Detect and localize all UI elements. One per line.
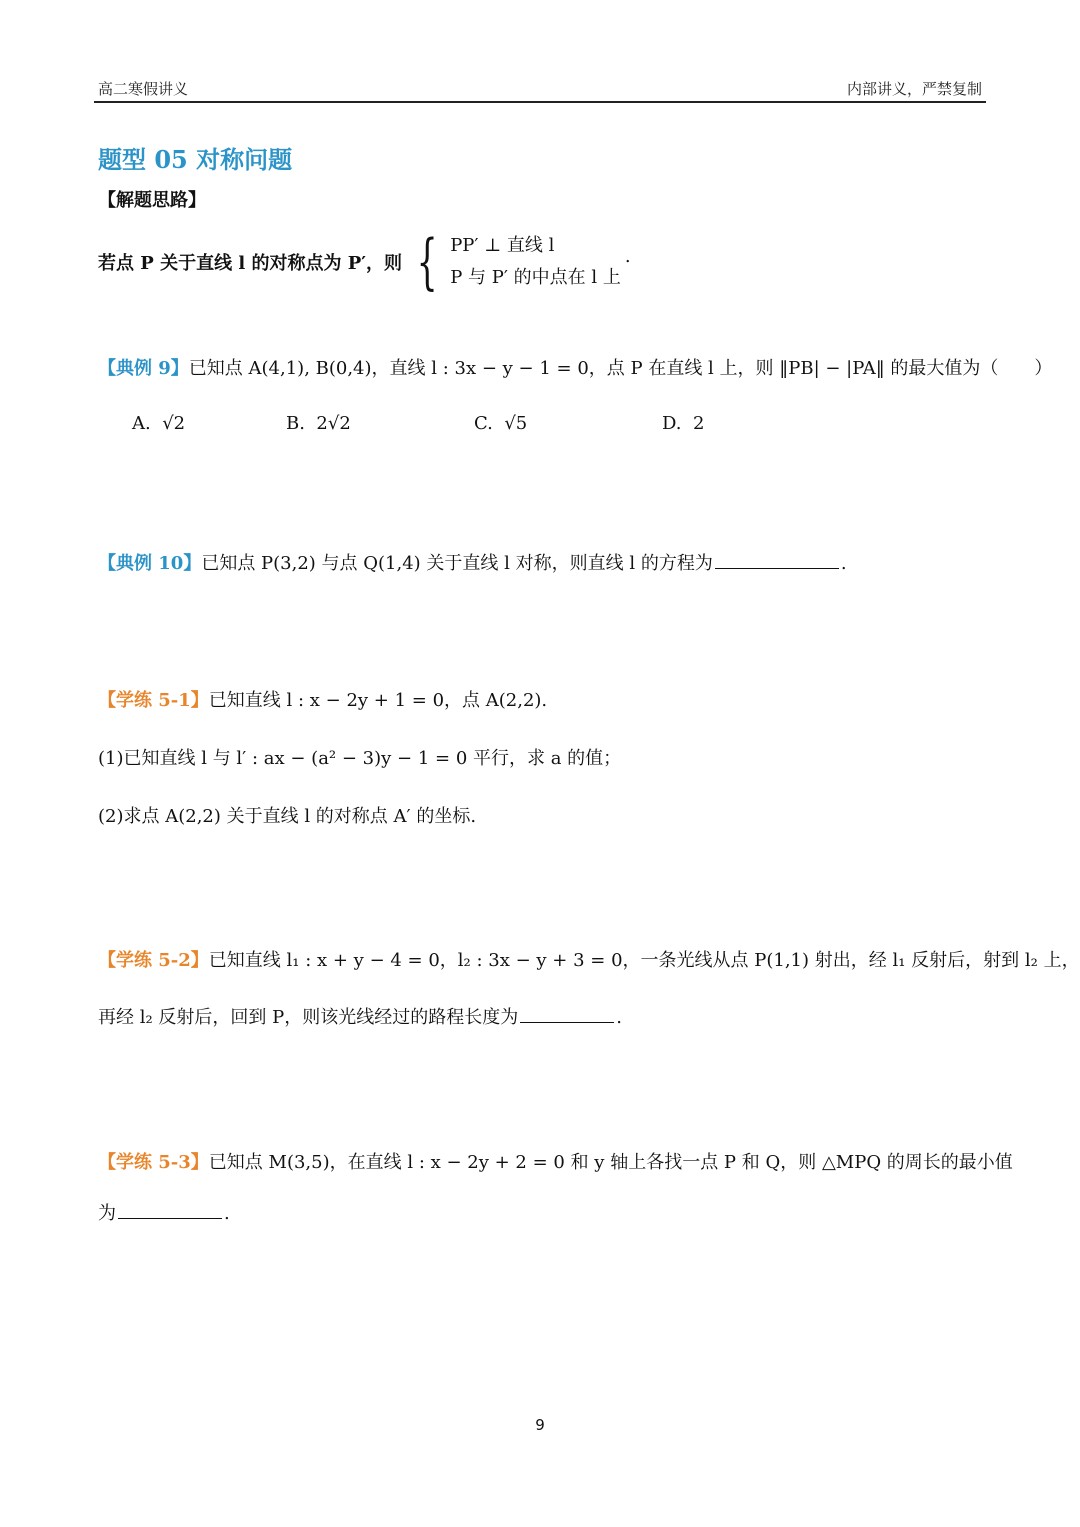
practice-5-1-q2: (2)求点 A(2,2) 关于直线 l 的对称点 A′ 的坐标.	[98, 806, 477, 827]
option-d-value: 2	[692, 413, 705, 434]
option-a-value: √2	[162, 413, 186, 434]
practice-5-1	[98, 686, 547, 712]
header-divider	[94, 101, 986, 103]
practice-5-1-text: 已知直线 l : x − 2y + 1 = 0，点 A(2,2).	[208, 690, 548, 711]
page-number: 9	[535, 1416, 545, 1434]
approach-label: 【解题思路】	[98, 190, 206, 211]
rule-statement	[98, 227, 631, 297]
practice-5-3-cont	[98, 1199, 230, 1225]
option-a-key: A.	[132, 413, 151, 434]
option-c-key: C.	[474, 413, 493, 434]
example-9-label: 【典例 9】	[98, 358, 189, 379]
example-10-label: 【典例 10】	[98, 553, 202, 574]
practice-5-2-line1: 已知直线 l₁ : x + y − 4 = 0，l₂ : 3x − y + 3 = 0，一条光线从点 P(1,1) 射出，经 l₁ 反射后，射到 l₂ 上，	[208, 950, 1080, 971]
rule-end: .	[624, 245, 631, 267]
option-b-value: 2√2	[316, 413, 351, 434]
option-b	[286, 413, 351, 434]
rule-prefix: 若点 P 关于直线 l 的对称点为 P′，则	[98, 253, 402, 274]
example-9-text: 已知点 A(4,1), B(0,4)，直线 l : 3x − y − 1 = 0，点 P 在直线 l 上，则 ‖PB| − |PA‖ 的最大值为（ ）	[188, 358, 1053, 379]
practice-5-1-label: 【学练 5-1】	[98, 690, 209, 711]
option-b-key: B.	[286, 413, 305, 434]
practice-5-3-end: .	[224, 1203, 230, 1224]
option-d-key: D.	[662, 413, 682, 434]
option-c	[474, 413, 527, 434]
option-a	[132, 413, 185, 434]
answer-blank	[118, 1200, 222, 1219]
left-brace: {	[416, 227, 438, 297]
practice-5-2	[98, 946, 1080, 972]
option-d	[662, 413, 704, 434]
option-c-value: √5	[504, 413, 528, 434]
example-9	[98, 354, 1052, 380]
header-right: 内部讲义，严禁复制	[846, 80, 982, 98]
example-10	[98, 549, 847, 575]
practice-5-1-q1: (1)已知直线 l 与 l′ : ax − (a² − 3)y − 1 = 0 平行，求 a 的值；	[98, 748, 622, 769]
rule-case-2: P 与 P′ 的中点在 l 上	[450, 267, 621, 288]
practice-5-3	[98, 1148, 1013, 1174]
practice-5-2-cont	[98, 1003, 622, 1029]
practice-5-3-label: 【学练 5-3】	[98, 1152, 209, 1173]
practice-5-2-line2: 再经 l₂ 反射后，回到 P，则该光线经过的路程长度为	[98, 1007, 519, 1028]
example-10-end: .	[840, 553, 847, 574]
section-title: 题型 05 对称问题	[98, 145, 293, 174]
header-left: 高二寒假讲义	[98, 80, 189, 98]
practice-5-2-end: .	[616, 1007, 622, 1028]
answer-blank	[715, 550, 839, 569]
answer-blank	[520, 1004, 614, 1023]
practice-5-2-label: 【学练 5-2】	[98, 950, 209, 971]
practice-5-3-line2: 为	[98, 1203, 116, 1224]
practice-5-3-line1: 已知点 M(3,5)，在直线 l : x − 2y + 2 = 0 和 y 轴上各找一点 P 和 Q，则 △MPQ 的周长的最小值	[208, 1152, 1013, 1173]
example-10-text: 已知点 P(3,2) 与点 Q(1,4) 关于直线 l 对称，则直线 l 的方程为	[201, 553, 713, 574]
rule-cases	[450, 230, 621, 294]
rule-case-1: PP′ ⊥ 直线 l	[450, 235, 555, 256]
